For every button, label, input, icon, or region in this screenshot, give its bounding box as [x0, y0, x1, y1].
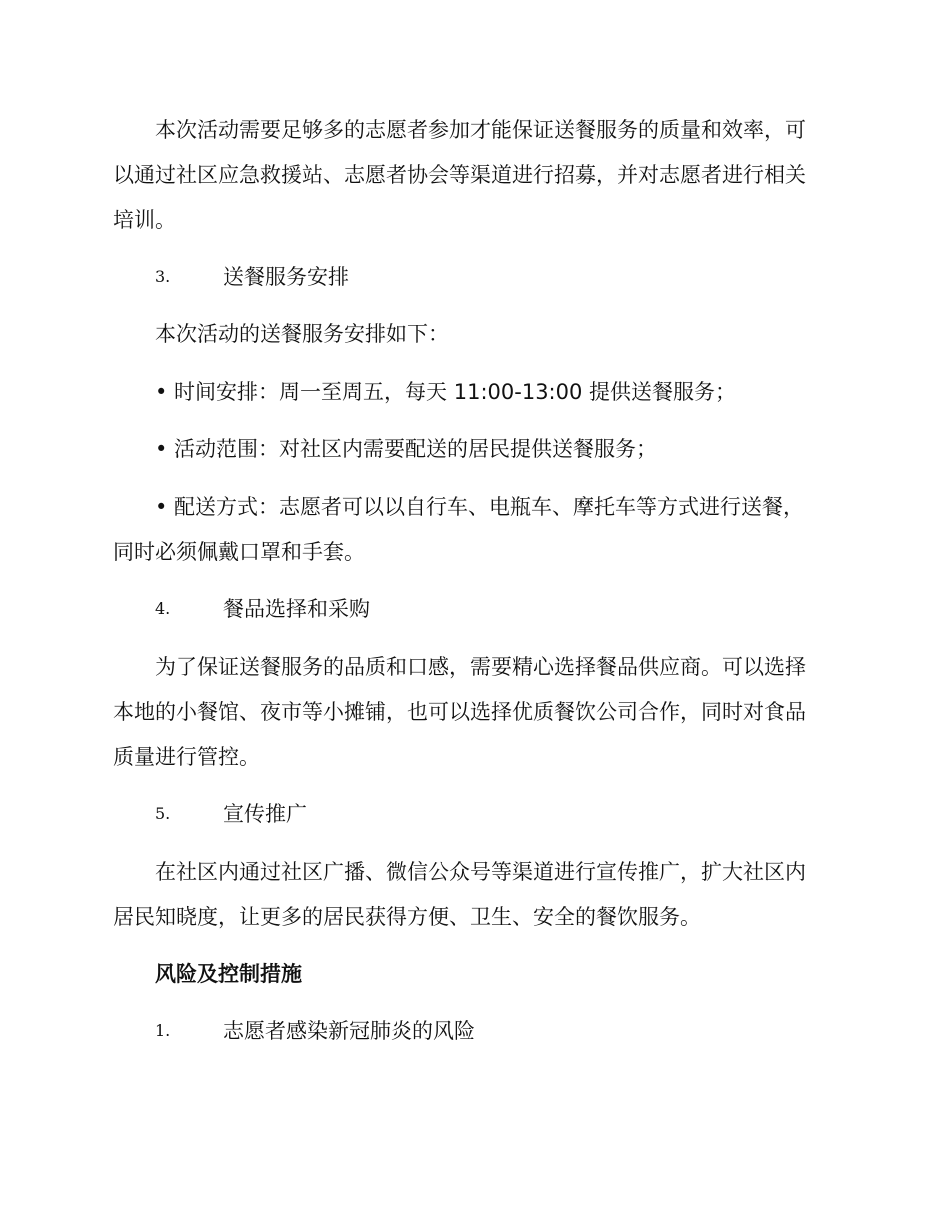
bullet-item: • 配送方式：志愿者可以以自行车、电瓶车、摩托车等方式进行送餐， [155, 495, 805, 519]
section-heading-4 [155, 594, 833, 624]
section-number: 1. [155, 1021, 171, 1040]
section-number: 5. [155, 804, 171, 823]
paragraph-line: 本次活动的送餐服务安排如下： [155, 322, 449, 346]
section-title: 宣传推广 [223, 802, 307, 826]
bullet-item: • 活动范围：对社区内需要配送的居民提供送餐服务； [155, 437, 658, 461]
section-heading-5 [155, 799, 833, 829]
bullet-continuation: 同时必须佩戴口罩和手套。 [113, 540, 365, 564]
paragraph-line: 质量进行管控。 [113, 745, 260, 769]
risk-item-1 [155, 1016, 833, 1046]
section-heading-3 [155, 262, 833, 292]
paragraph-line: 在社区内通过社区广播、微信公众号等渠道进行宣传推广，扩大社区内 [155, 860, 806, 884]
paragraph-line: 本地的小餐馆、夜市等小摊铺，也可以选择优质餐饮公司合作，同时对食品 [113, 700, 806, 724]
section-number: 3. [155, 267, 171, 286]
section-title: 餐品选择和采购 [223, 597, 370, 621]
section-title: 志愿者感染新冠肺炎的风险 [223, 1019, 475, 1043]
paragraph-line: 以通过社区应急救援站、志愿者协会等渠道进行招募，并对志愿者进行相关 [113, 163, 806, 187]
section-number: 4. [155, 599, 171, 618]
paragraph-line: 居民知晓度，让更多的居民获得方便、卫生、安全的餐饮服务。 [113, 905, 701, 929]
paragraph-line: 为了保证送餐服务的品质和口感，需要精心选择餐品供应商。可以选择 [155, 655, 806, 679]
paragraph-line: 本次活动需要足够多的志愿者参加才能保证送餐服务的质量和效率，可 [155, 118, 806, 142]
paragraph-line: 培训。 [113, 208, 176, 232]
section-title: 送餐服务安排 [223, 265, 349, 289]
risk-heading: 风险及控制措施 [155, 962, 302, 986]
bullet-item: • 时间安排：周一至周五，每天 11:00-13:00 提供送餐服务； [155, 380, 737, 404]
